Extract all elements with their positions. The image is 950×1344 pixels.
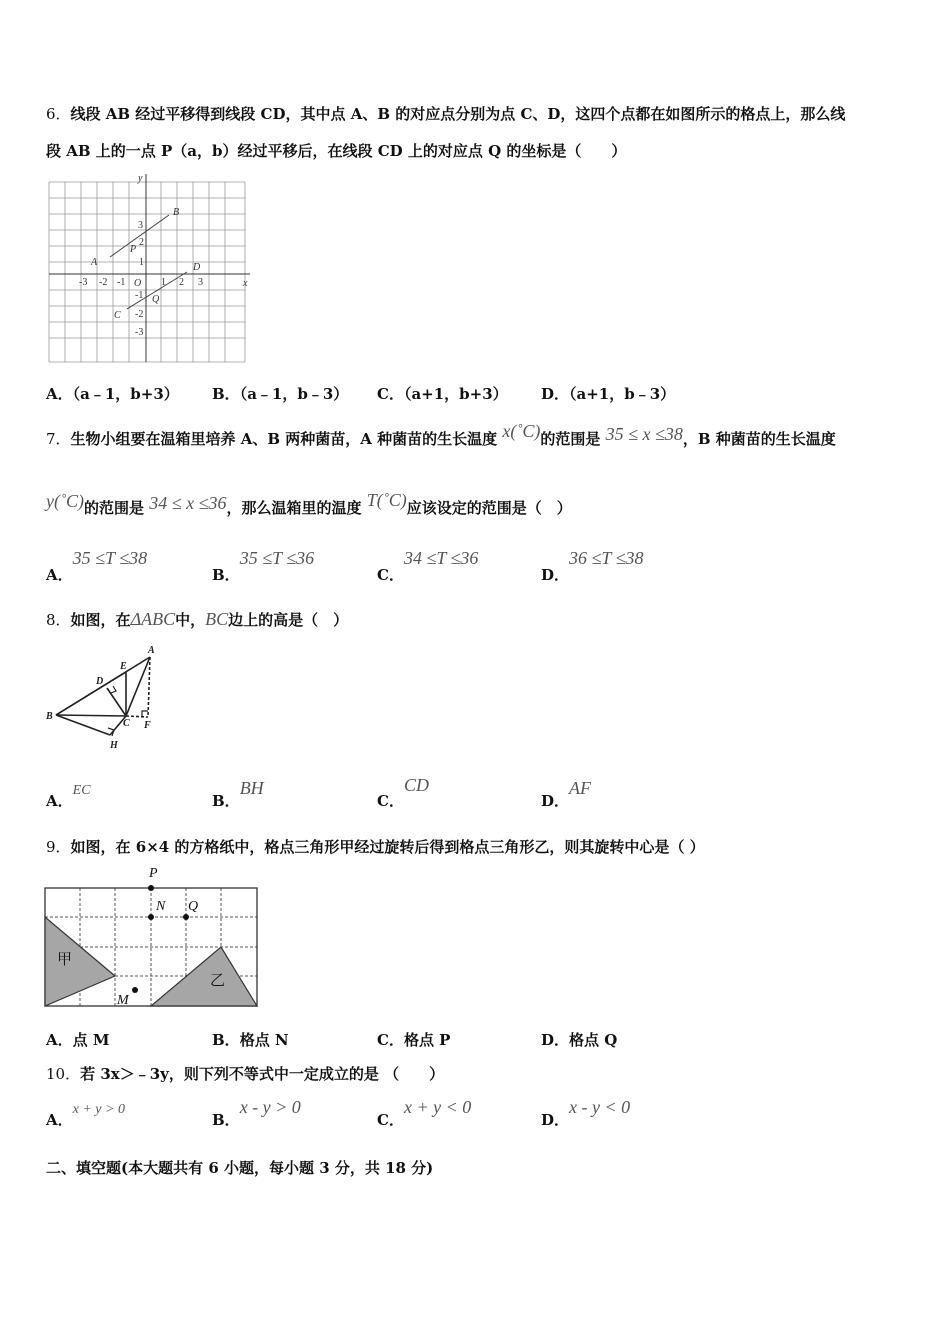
q9-number: 9．: [46, 838, 71, 856]
q8-math-triangle: ΔABC: [130, 609, 176, 629]
q9-label-yi: 乙: [210, 971, 226, 989]
q8-right-angle-f: [142, 711, 148, 716]
q9-option-d-letter: D．: [541, 1031, 570, 1049]
q10-option-c[interactable]: [377, 1097, 472, 1129]
q8-height-AF: [148, 657, 150, 717]
q6-option-a-text: （a﹣1，b+3）: [72, 385, 179, 403]
q7-line1: [46, 421, 836, 449]
q8-option-a-math: EC: [72, 783, 91, 798]
q10-option-c-letter: C．: [377, 1111, 404, 1129]
q6-label-x: x: [243, 278, 248, 289]
q7-stem-part1: 生物小组要在温箱里培养 A、B 两种菌苗，A 种菌苗的生长温度: [70, 430, 498, 448]
q6-label-C: C: [114, 310, 121, 321]
q6-xtick-2: 2: [179, 277, 184, 288]
q10-option-b-math: x - y > 0: [239, 1097, 301, 1117]
q9-option-b-text: 格点 N: [239, 1031, 289, 1049]
q10-option-a-math: x + y > 0: [72, 1102, 125, 1117]
q9-option-d[interactable]: [541, 1029, 617, 1050]
q9-label-N: N: [156, 899, 166, 914]
q6-xtick-1: 1: [161, 277, 166, 288]
q9-point-n: [148, 914, 154, 920]
q7-stem-part6: 应该设定的范围是（ ）: [406, 499, 572, 517]
q6-ytick-1: 1: [139, 257, 144, 268]
q9-label-M: M: [117, 993, 129, 1008]
q7-option-d[interactable]: [541, 548, 644, 584]
q10-option-b[interactable]: [212, 1097, 301, 1129]
q6-label-A: A: [91, 257, 98, 268]
q7-math-x-celsius: x(˚C): [502, 421, 541, 441]
q8-option-d-letter: D．: [541, 792, 570, 810]
q6-option-b-text: （a﹣1，b﹣3）: [239, 385, 349, 403]
q8-option-c-math: CD: [403, 775, 429, 795]
q6-option-a[interactable]: [46, 383, 179, 404]
q8-side-CA: [126, 657, 150, 716]
q10-option-a[interactable]: [46, 1097, 125, 1129]
q7-math-y-range: 34 ≤ x ≤36: [149, 493, 227, 513]
q6-ytick-neg3: -3: [135, 327, 144, 338]
q10-option-c-math: x + y < 0: [403, 1097, 472, 1117]
q7-stem-part4: 的范围是: [83, 499, 144, 517]
q6-stem-line1: 线段 AB 经过平移得到线段 CD，其中点 A、B 的对应点分别为点 C、D，这四个点都在如图所示的格点上，那么线: [70, 105, 846, 123]
q7-math-y-celsius: y(˚C): [46, 491, 84, 511]
q7-option-c-letter: C．: [377, 566, 404, 584]
q8-right-angle-d: [111, 686, 116, 693]
q6-ytick-neg2: -2: [135, 309, 144, 320]
q6-option-b-letter: B．: [212, 385, 240, 403]
q8-label-H: H: [110, 740, 118, 751]
q10-option-d[interactable]: [541, 1097, 631, 1129]
q9-line1: [46, 836, 705, 857]
q9-option-d-text: 格点 Q: [569, 1031, 618, 1049]
q6-option-d-letter: D．: [541, 385, 570, 403]
q9-option-b[interactable]: [212, 1029, 289, 1050]
q7-option-c-math: 34 ≤T ≤36: [403, 548, 479, 568]
q9-point-p: [148, 885, 154, 891]
q7-option-d-math: 36 ≤T ≤38: [569, 548, 644, 568]
q7-option-a-math: 35 ≤T ≤38: [72, 548, 148, 568]
q8-option-c-letter: C．: [377, 792, 404, 810]
q8-option-b[interactable]: [212, 778, 264, 810]
q8-option-d-math: AF: [569, 778, 592, 798]
q9-grid-figure: [44, 862, 260, 1012]
q8-side-BC: [56, 715, 126, 716]
q8-triangle-figure: [44, 642, 164, 757]
q7-option-a-letter: A．: [46, 566, 73, 584]
q6-ytick-2: 2: [139, 237, 144, 248]
q6-label-P: P: [130, 244, 137, 255]
q6-option-b[interactable]: [212, 383, 348, 404]
q9-option-c-letter: C．: [377, 1031, 404, 1049]
q10-line1: [46, 1063, 444, 1084]
q8-label-B: B: [46, 711, 53, 722]
q9-stem: 如图，在 6×4 的方格纸中，格点三角形甲经过旋转后得到格点三角形乙，则其旋转中心是（ ）: [70, 838, 705, 856]
q7-math-t-celsius: T(˚C): [366, 490, 407, 510]
q6-option-c[interactable]: [377, 383, 508, 404]
q8-segment-BH: [56, 715, 110, 735]
q7-option-c[interactable]: [377, 548, 479, 584]
q6-option-d[interactable]: [541, 383, 675, 404]
q6-option-c-text: （a+1，b+3）: [403, 385, 508, 403]
q9-option-c-text: 格点 P: [403, 1031, 451, 1049]
q7-stem-part5: ，那么温箱里的温度: [226, 499, 362, 517]
q8-option-b-letter: B．: [212, 792, 240, 810]
q8-line1: [46, 609, 348, 630]
q10-option-b-letter: B．: [212, 1111, 240, 1129]
q6-xtick-neg2: -2: [99, 277, 108, 288]
q8-math-bc: BC: [205, 609, 229, 629]
q6-label-B: B: [173, 207, 180, 218]
q6-number: 6．: [46, 105, 71, 123]
q7-stem-part2: 的范围是: [540, 430, 601, 448]
q8-label-E: E: [120, 661, 127, 672]
q7-option-b[interactable]: [212, 548, 315, 584]
q8-label-F: F: [144, 720, 151, 731]
q9-label-Q: Q: [188, 899, 199, 914]
q6-line2: 段 AB 上的一点 P（a，b）经过平移后，在线段 CD 上的对应点 Q 的坐标是（ ）: [46, 142, 627, 160]
q6-xtick-neg3: -3: [79, 277, 88, 288]
q10-option-d-letter: D．: [541, 1111, 570, 1129]
q6-label-y: y: [138, 173, 143, 184]
q6-label-Q: Q: [152, 294, 160, 305]
q8-extension-CF: [126, 716, 148, 717]
q7-math-x-range: 35 ≤ x ≤38: [605, 424, 683, 444]
q10-number: 10．: [46, 1065, 81, 1083]
q8-label-C: C: [123, 718, 130, 729]
q9-option-b-letter: B．: [212, 1031, 240, 1049]
q7-option-a[interactable]: [46, 548, 148, 584]
q8-stem-part2: 中，: [175, 611, 206, 629]
q9-option-a-text: 点 M: [72, 1031, 110, 1049]
q9-option-a-letter: A．: [46, 1031, 73, 1049]
q6-ytick-neg1: -1: [135, 290, 144, 301]
q7-line2: [46, 490, 572, 518]
q8-stem-part3: 边上的高是（ ）: [228, 611, 349, 629]
q9-point-q: [183, 914, 189, 920]
q6-coordinate-figure: [48, 172, 253, 367]
q8-option-d[interactable]: [541, 778, 592, 810]
q8-segment-BE: [56, 672, 126, 715]
q7-option-b-letter: B．: [212, 566, 240, 584]
q10-stem: 若 3x＞﹣3y，则下列不等式中一定成立的是 （ ）: [80, 1065, 445, 1083]
q9-label-jia: 甲: [57, 950, 73, 968]
q6-line1: [46, 103, 845, 124]
section2-title: 二、填空题(本大题共有 6 小题，每小题 3 分，共 18 分): [46, 1159, 434, 1177]
q6-option-d-text: （a+1，b﹣3）: [569, 385, 676, 403]
q10-option-a-letter: A．: [46, 1111, 73, 1129]
q6-label-O: O: [134, 278, 142, 289]
q6-option-c-letter: C．: [377, 385, 404, 403]
q6-label-D: D: [193, 262, 201, 273]
q7-stem-part3: ，B 种菌苗的生长温度: [682, 430, 836, 448]
q8-option-b-math: BH: [239, 778, 264, 798]
q9-option-c[interactable]: [377, 1029, 450, 1050]
q7-number: 7．: [46, 430, 71, 448]
q9-option-a[interactable]: [46, 1029, 109, 1050]
q8-option-c[interactable]: [377, 775, 429, 810]
q8-option-a[interactable]: [46, 778, 91, 810]
q7-option-b-math: 35 ≤T ≤36: [239, 548, 315, 568]
q6-ytick-3: 3: [138, 220, 143, 231]
q7-option-d-letter: D．: [541, 566, 570, 584]
q9-label-P: P: [149, 866, 158, 881]
q8-label-A: A: [148, 645, 155, 656]
q6-option-a-letter: A．: [46, 385, 73, 403]
q6-xtick-neg1: -1: [117, 277, 126, 288]
q8-label-D: D: [96, 676, 104, 687]
q8-stem-part1: 如图，在: [70, 611, 131, 629]
q9-point-m: [132, 987, 138, 993]
q10-option-d-math: x - y < 0: [569, 1097, 631, 1117]
q8-segment-DC: [107, 688, 126, 716]
q6-xtick-3: 3: [198, 277, 203, 288]
q8-number: 8．: [46, 611, 71, 629]
q8-option-a-letter: A．: [46, 792, 73, 810]
